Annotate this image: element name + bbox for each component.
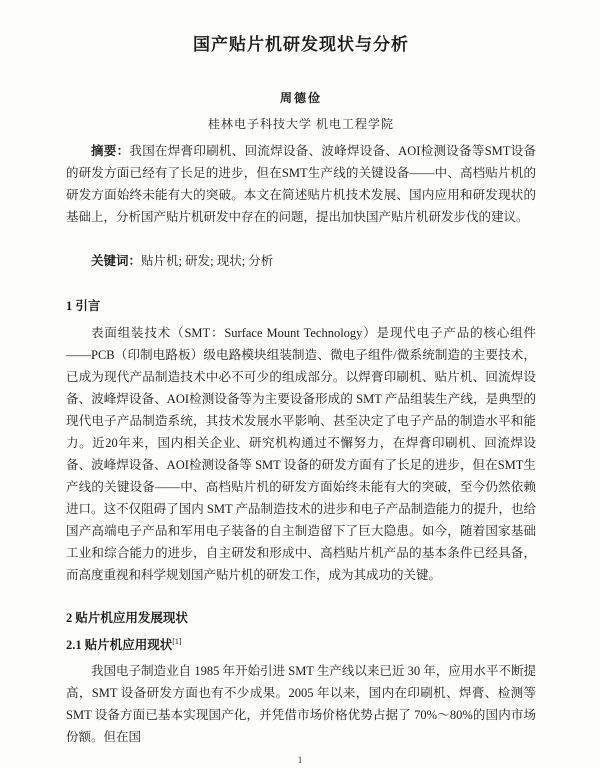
section-2-heading: 2 贴片机应用发展现状 [66,611,188,625]
abstract-label: 摘要： [91,144,130,158]
reference-superscript: [1] [172,636,182,646]
section-1-paragraph: 表面组装技术（SMT：Surface Mount Technology）是现代电子产品的核心组件——PCB（印制电路板）级电路模块组装制造、微电子组件/微系统制造的主要技术，已成为现代产品制造技术中必不可少的组成部分。以焊膏印刷机、贴片机、回流焊设备、波峰焊设备、AOI检测设备等为主要设备形成的 SMT 产品组装生产线，是典型的现代电子产品制造系统，其技术发展水平影响、甚至决定了电子产品的制造水平和能力。近20年来，国内相关企业、研究机构通过不懈努力，在焊膏印刷机、回流焊设备、波峰焊设备、AOI检测设备等 SMT 设备的研发方面有了长足的进步，但在SMT生产线的关键设备——中、高档贴片机的研发方面始终未能有大的突破，至今仍然依赖进口。这不仅阻碍了国内 SMT 产品制造技术的进步和电子产品制造能力的提升，也给国产高端电子产品和军用电子装备的自主制造留下了巨大隐患。如今，随着国家基础工业和综合能力的进步，自主研发和形成中、高档贴片机产品的基本条件已经具备，而高度重视和科学规划国产贴片机的研发工作，成为其成功的关键。 [66,326,536,582]
author-name: 周德俭 [279,91,322,105]
abstract-paragraph [66,140,536,228]
section-2-1-heading-text: 2.1 贴片机应用现状 [66,638,173,652]
keywords-line [66,252,536,270]
section-2-1-heading [66,635,536,653]
author-affiliation: 桂林电子科技大学 机电工程学院 [207,117,394,131]
page-number: 1 [297,755,303,765]
paper-title: 国产贴片机研发现状与分析 [193,35,409,54]
section-2-1-paragraph: 我国电子制造业自 1985 年开始引进 SMT 生产线以来已近 30 年，应用水平不断提高，SMT 设备研发方面也有不少成果。2005 年以来，国内在印刷机、焊膏、检测等 SMT 设备方面已基本实现国产化，并凭借市场价格优势占据了 70%～80%的国内市场份额。但在国 [66,664,536,744]
abstract-text: 我国在焊膏印刷机、回流焊设备、波峰焊设备、AOI检测设备等SMT设备的研发方面已经有了长足的进步，但在SMT生产线的关键设备——中、高档贴片机的研发方面始终未能有大的突破。本文在简述贴片机技术发展、国内应用和研发现状的基础上，分析国产贴片机研发中存在的问题，提出加快国产贴片机研发步伐的建议。 [66,144,536,224]
section-1-heading: 1 引言 [66,299,101,313]
keywords-text: 贴片机; 研发; 现状; 分析 [141,254,274,268]
keywords-label: 关键词： [91,254,142,268]
